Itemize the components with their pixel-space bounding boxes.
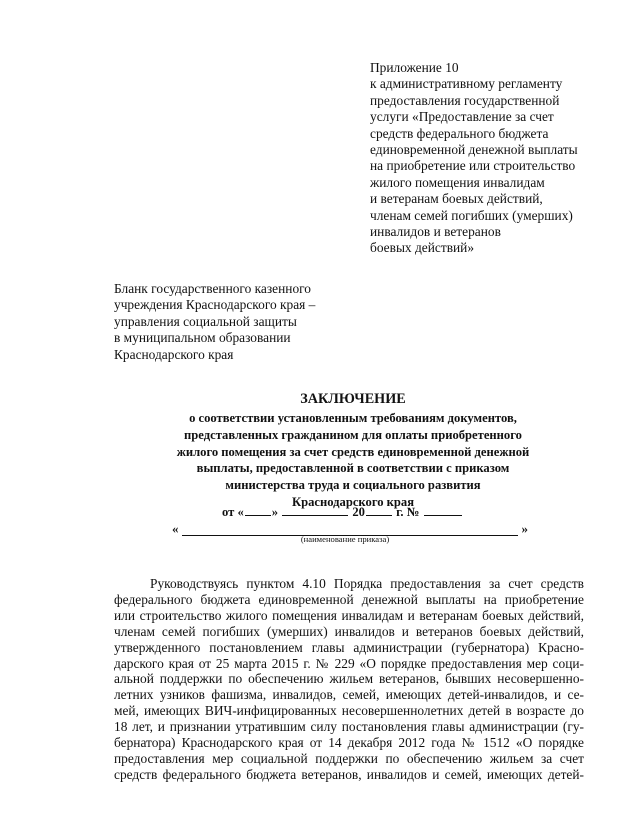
appendix-line: боевых действий»	[370, 240, 475, 256]
appendix-line: Приложение 10	[370, 60, 459, 75]
body-line: бернатора) Краснодарского края от 14 декабря 2012 года № 1512 «О порядке	[114, 735, 584, 751]
appendix-line: членам семей погибших (умерших)	[370, 207, 573, 223]
appendix-line: инвалидов и ветеранов	[370, 224, 501, 240]
appendix-line: средств федерального бюджета	[370, 125, 549, 141]
date-year-suffix: г. №	[396, 505, 420, 519]
subtitle-line: министерства труда и социального развития	[225, 478, 481, 493]
order-quote-open: «	[172, 521, 179, 536]
subtitle-line: представленных гражданином для оплаты приобретенного	[184, 427, 522, 442]
appendix-line: к административному регламенту	[370, 76, 563, 92]
order-caption: (наименование приказа)	[300, 534, 390, 544]
institution-letterhead	[114, 281, 374, 363]
appendix-line: жилого помещения инвалидам	[370, 174, 545, 190]
subtitle-line: Краснодарского края	[291, 494, 415, 509]
appendix-line: единовременной денежной выплаты	[370, 142, 578, 158]
appendix-line: предоставления государственной	[370, 92, 560, 108]
number-blank[interactable]	[424, 503, 462, 516]
date-year: 20	[352, 505, 365, 519]
order-quote-close: »	[521, 521, 528, 536]
month-blank[interactable]	[282, 503, 348, 516]
day-blank[interactable]	[245, 503, 271, 516]
body-line: 18 лет, и признании утратившим силу постановления главы администрации (гу-	[114, 719, 584, 735]
date-prefix: от «	[222, 505, 244, 519]
document-title: ЗАКЛЮЧЕНИЕ	[300, 391, 406, 407]
appendix-line: и ветеранам боевых действий,	[370, 191, 543, 207]
appendix-line: на приобретение или строительство	[370, 158, 576, 174]
body-line: федерального бюджета единовременной денежной выплаты на приобретение	[114, 591, 584, 607]
body-line: предоставления мер социальной поддержки по обеспечению жильем за счет	[114, 750, 584, 766]
letterhead-line: Бланк государственного казенного	[114, 281, 311, 296]
appendix-line: услуги «Предоставление за счет	[370, 109, 554, 125]
subtitle-line: о соответствии установленным требованиям документов,	[189, 411, 517, 425]
year-blank[interactable]	[366, 503, 392, 516]
subtitle-line: жилого помещения за счет средств единовременной денежной	[176, 444, 530, 459]
body-line: Руководствуясь пунктом 4.10 Порядка предоставления за счет средств	[150, 576, 584, 591]
body-line: утвержденного постановлением главы администрации (губернатора) Красно-	[114, 639, 584, 655]
document-subtitle	[0, 410, 640, 511]
body-line: мей, имеющих ВИЧ-инфицированных несовершеннолетних детей в возрасте до	[114, 703, 584, 719]
body-line: средств федерального бюджета ветеранов, инвалидов и семей, имеющих детей-	[114, 766, 584, 782]
date-quote-close: »	[271, 505, 279, 519]
subtitle-line: выплаты, предоставленной в соответствии с приказом	[196, 461, 510, 476]
appendix-note	[370, 60, 620, 257]
date-number-line	[222, 503, 463, 520]
letterhead-line: управления социальной защиты	[114, 313, 297, 329]
body-line: летних узников фашизма, инвалидов, семей, имеющих детей-инвалидов, и се-	[114, 687, 584, 703]
body-paragraph	[114, 576, 584, 783]
letterhead-line: в муниципальном образовании	[114, 330, 291, 346]
letterhead-line: Краснодарского края	[114, 346, 234, 362]
body-line: или строительство жилого помещения инвалидам и ветеранам боевых действий,	[114, 607, 584, 623]
body-line: альной поддержки по обеспечению жильем ветеранов, бывших несовершенно-	[114, 671, 584, 687]
body-line: членам семей погибших (умерших) инвалидов и ветеранов боевых действий,	[114, 623, 584, 639]
letterhead-line: учреждения Краснодарского края –	[114, 297, 316, 313]
body-line: дарского края от 25 марта 2015 г. № 229 «О порядке предоставления мер соци-	[114, 655, 584, 671]
